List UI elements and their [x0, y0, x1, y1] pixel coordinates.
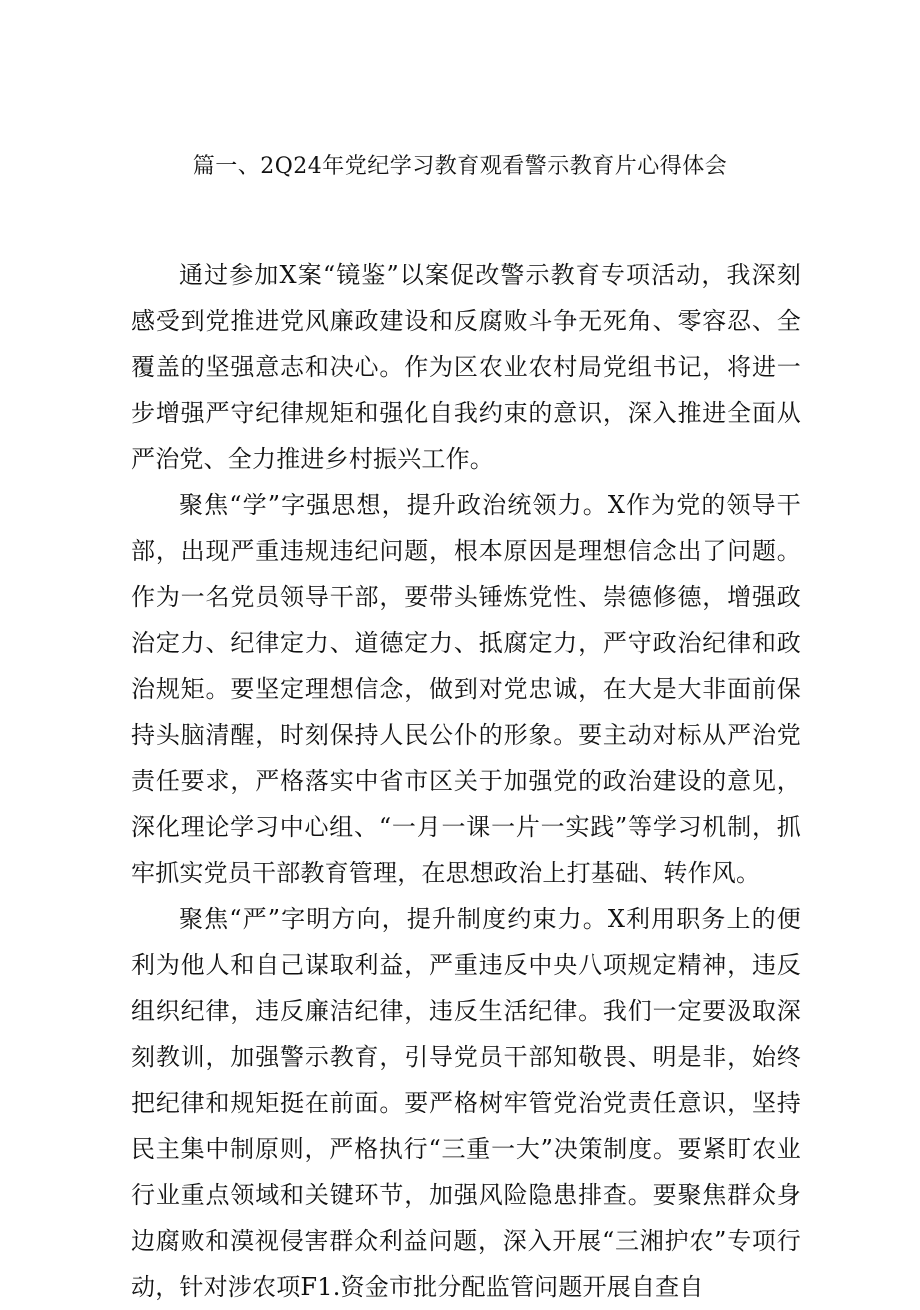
- document-body: [131, 252, 801, 1310]
- paragraph-study: 聚焦“学”字强思想，提升政治统领力。X作为党的领导干部，出现严重违规违纪问题，根本原因是理想信念出了问题。作为一名党员领导干部，要带头锤炼党性、崇德修德，增强政治定力、纪律定力、道德定力、抵腐定力，严守政治纪律和政治规矩。要坚定理想信念，做到对党忠诚，在大是大非面前保持头脑清醒，时刻保持人民公仆的形象。要主动对标从严治党责任要求，严格落实中省市区关于加强党的政治建设的意见，深化理论学习中心组、“一月一课一片一实践”等学习机制，抓牢抓实党员干部教育管理，在思想政治上打基础、转作风。: [131, 491, 801, 887]
- paragraph-intro: 通过参加X案“镜鉴”以案促改警示教育专项活动，我深刻感受到党推进党风廉政建设和反腐败斗争无死角、零容忍、全覆盖的坚强意志和决心。作为区农业农村局党组书记，将进一步增强严守纪律规矩和强化自我约束的意识，深入推进全面从严治党、全力推进乡村振兴工作。: [131, 261, 801, 473]
- document-title: 篇一、2Q24年党纪学习教育观看警示教育片心得体会: [192, 154, 728, 179]
- paragraph-strict: 聚焦“严”字明方向，提升制度约束力。X利用职务上的便利为他人和自己谋取利益，严重违反中央八项规定精神，违反组织纪律，违反廉洁纪律，违反生活纪律。我们一定要汲取深刻教训，加强警示教育，引导党员干部知敬畏、明是非，始终把纪律和规矩挺在前面。要严格树牢管党治党责任意识，坚持民主集中制原则，严格执行“三重一大”决策制度。要紧盯农业行业重点领域和关键环节，加强风险隐患排查。要聚焦群众身边腐败和漠视侵害群众利益问题，深入开展“三湘护农”专项行动，针对涉农项F1.资金市批分配监管问题开展自查自: [131, 905, 801, 1301]
